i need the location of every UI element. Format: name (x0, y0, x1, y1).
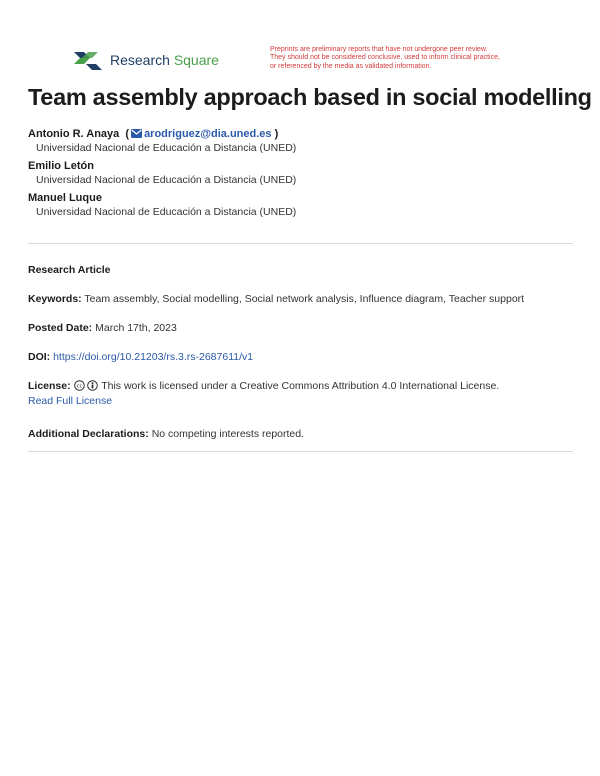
disclaimer-line: Preprints are preliminary reports that have not undergone peer review. (270, 46, 488, 53)
author-name: Antonio R. Anaya (28, 128, 120, 140)
license-label: License: (28, 380, 71, 392)
envelope-icon (131, 129, 142, 138)
page-header (0, 0, 600, 80)
disclaimer-line: They should not be considered conclusive, used to inform clinical practice, (270, 54, 500, 62)
doi-label: DOI: (28, 351, 51, 363)
author-entry (28, 159, 578, 187)
disclaimer-line: or referenced by the media as validated information. (270, 62, 432, 70)
author-name: Manuel Luque (28, 192, 102, 204)
preprint-disclaimer (270, 46, 570, 71)
author-list (28, 127, 578, 223)
author-affiliation: Universidad Nacional de Educación a Distancia (UNED) (36, 206, 297, 218)
research-square-logo[interactable] (74, 50, 219, 70)
keywords-value: Team assembly, Social modelling, Social network analysis, Influence diagram, Teacher support (84, 293, 525, 305)
author-name-line (28, 127, 578, 141)
license-text: This work is licensed under a Creative Commons Attribution 4.0 International License. (101, 380, 500, 392)
article-type: Research Article (28, 264, 111, 276)
research-square-logo-icon (74, 50, 102, 70)
author-entry (28, 127, 578, 155)
posted-date-value: March 17th, 2023 (95, 322, 177, 334)
keywords-label: Keywords: (28, 293, 82, 305)
attribution-icon (87, 380, 98, 391)
author-email-link[interactable]: arodriguez@dia.uned.es (144, 128, 272, 140)
doi-link[interactable]: https://doi.org/10.21203/rs.3.rs-2687611/v1 (53, 351, 254, 363)
divider (28, 243, 573, 244)
read-full-license-link[interactable]: Read Full License (28, 395, 113, 407)
additional-declarations (28, 427, 576, 442)
posted-date-label: Posted Date: (28, 322, 93, 334)
author-email-wrap: ( arodriguez@dia.uned.es ) (122, 128, 279, 140)
doi (28, 350, 576, 365)
declarations-label: Additional Declarations: (28, 428, 149, 440)
author-affiliation: Universidad Nacional de Educación a Distancia (UNED) (36, 142, 297, 154)
author-entry (28, 191, 578, 219)
posted-date (28, 321, 576, 336)
logo-text: Research Square (110, 52, 219, 68)
keywords (28, 292, 576, 307)
author-affiliation: Universidad Nacional de Educación a Distancia (UNED) (36, 174, 297, 186)
divider (28, 451, 573, 452)
creative-commons-icon (74, 380, 85, 391)
declarations-value: No competing interests reported. (151, 428, 305, 440)
author-name: Emilio Letón (28, 160, 94, 172)
svg-text:cc: cc (76, 383, 83, 390)
license (28, 379, 576, 409)
paper-title: Team assembly approach based in social modelling (28, 84, 592, 110)
